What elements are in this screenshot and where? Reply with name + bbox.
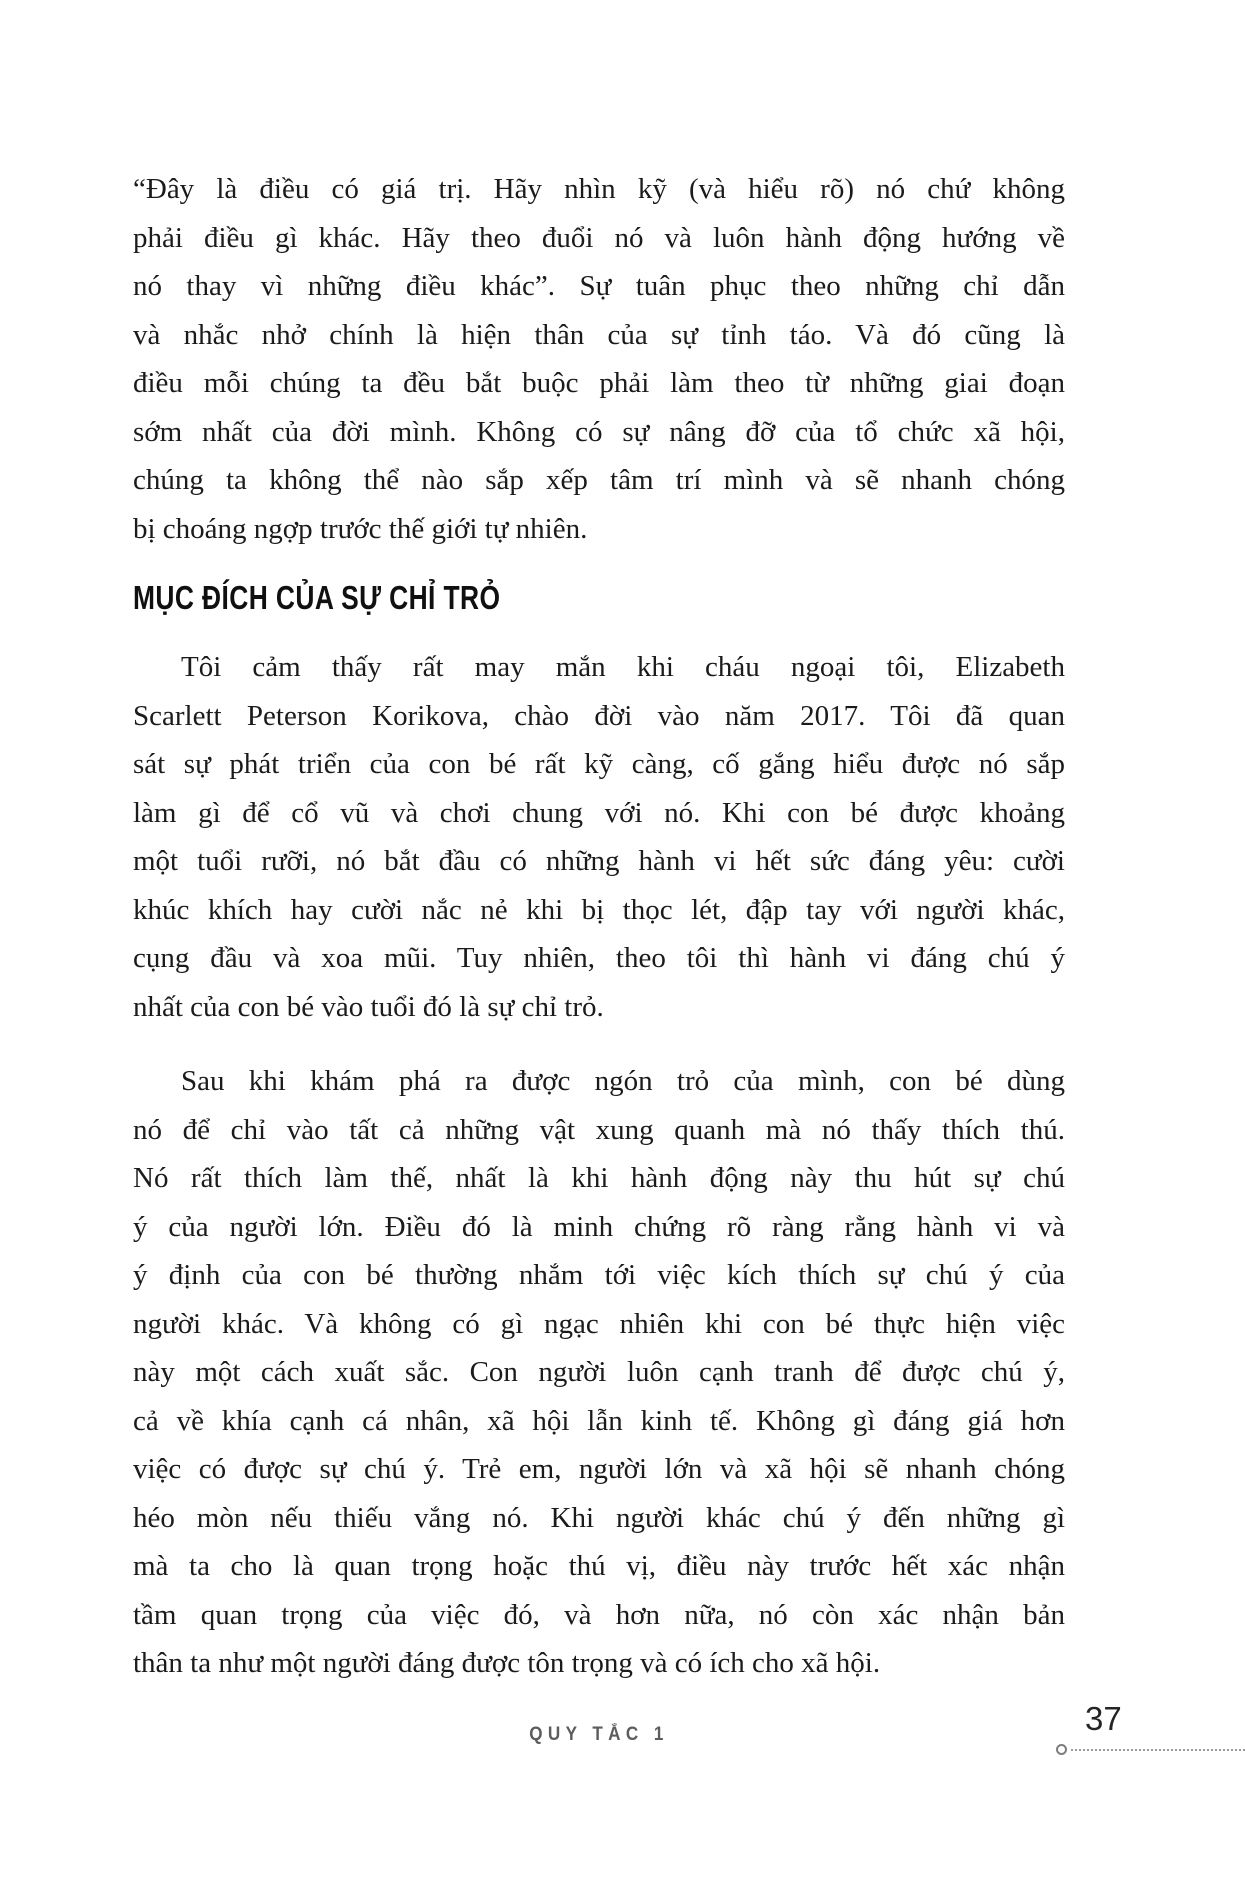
text-line: “Đây là điều có giá trị. Hãy nhìn kỹ (và hiểu rõ) nó chứ không [133,173,1065,205]
text-line: và nhắc nhở chính là hiện thân của sự tỉnh táo. Và đó cũng là [133,318,1065,351]
section-heading: MỤC ĐÍCH CỦA SỰ CHỈ TRỎ [133,579,501,616]
text-line: khúc khích hay cười nắc nẻ khi bị thọc lét, đập tay với người khác, [133,893,1065,926]
text-line: nó để chỉ vào tất cả những vật xung quanh mà nó thấy thích thú. [133,1113,1065,1146]
dotted-line [1071,1749,1245,1751]
text-line: một tuổi rưỡi, nó bắt đầu có những hành vi hết sức đáng yêu: cười [133,845,1065,877]
intro-paragraph [133,165,1065,553]
text-line: nhất của con bé vào tuổi đó là sự chỉ trỏ. [133,990,604,1023]
text-line: điều mỗi chúng ta đều bắt buộc phải làm theo từ những giai đoạn [133,367,1065,399]
text-line: héo mòn nếu thiếu vắng nó. Khi người khác chú ý đến những gì [133,1501,1065,1534]
paragraph [133,1057,1065,1688]
text-line: Tôi cảm thấy rất may mắn khi cháu ngoại tôi, Elizabeth [181,651,1065,683]
text-line: tầm quan trọng của việc đó, và hơn nữa, nó còn xác nhận bản [133,1598,1065,1631]
text-line: ý của người lớn. Điều đó là minh chứng rõ ràng rằng hành vi và [133,1210,1065,1243]
text-line: chúng ta không thể nào sắp xếp tâm trí mình và sẽ nhanh chóng [133,464,1065,496]
text-line: việc có được sự chú ý. Trẻ em, người lớn và xã hội sẽ nhanh chóng [133,1453,1065,1485]
footer-dotted-rule [1056,1744,1245,1755]
text-line: ý định của con bé thường nhắm tới việc kích thích sự chú ý của [133,1259,1065,1291]
text-column [133,165,1065,1714]
text-line: Nó rất thích làm thế, nhất là khi hành động này thu hút sự chú [133,1162,1065,1194]
text-line: Scarlett Peterson Korikova, chào đời vào năm 2017. Tôi đã quan [133,699,1065,732]
text-line: sớm nhất của đời mình. Không có sự nâng đỡ của tổ chức xã hội, [133,415,1065,448]
text-line: làm gì để cổ vũ và chơi chung với nó. Khi con bé được khoảng [133,796,1065,829]
paragraph [133,643,1065,1031]
text-line: phải điều gì khác. Hãy theo đuổi nó và luôn hành động hướng về [133,221,1065,254]
circle-ornament-icon [1056,1744,1067,1755]
text-line: này một cách xuất sắc. Con người luôn cạnh tranh để được chú ý, [133,1356,1065,1388]
text-line: thân ta như một người đáng được tôn trọng và có ích cho xã hội. [133,1647,881,1679]
page-footer [133,1718,1065,1778]
text-line: nó thay vì những điều khác”. Sự tuân phục theo những chỉ dẫn [133,270,1065,302]
text-line: người khác. Và không có gì ngạc nhiên khi con bé thực hiện việc [133,1307,1065,1340]
page-number: 37 [1085,1700,1122,1737]
text-line: bị choáng ngợp trước thế giới tự nhiên. [133,512,588,545]
text-line: Sau khi khám phá ra được ngón trỏ của mình, con bé dùng [181,1065,1065,1097]
text-line: sát sự phát triển của con bé rất kỹ càng, cố gắng hiểu được nó sắp [133,748,1065,780]
text-line: mà ta cho là quan trọng hoặc thú vị, điều này trước hết xác nhận [133,1550,1065,1582]
chapter-label: QUY TẮC 1 [529,1724,669,1745]
text-line: cả về khía cạnh cá nhân, xã hội lẫn kinh tế. Không gì đáng giá hơn [133,1404,1065,1437]
text-line: cụng đầu và xoa mũi. Tuy nhiên, theo tôi thì hành vi đáng chú ý [133,942,1065,974]
